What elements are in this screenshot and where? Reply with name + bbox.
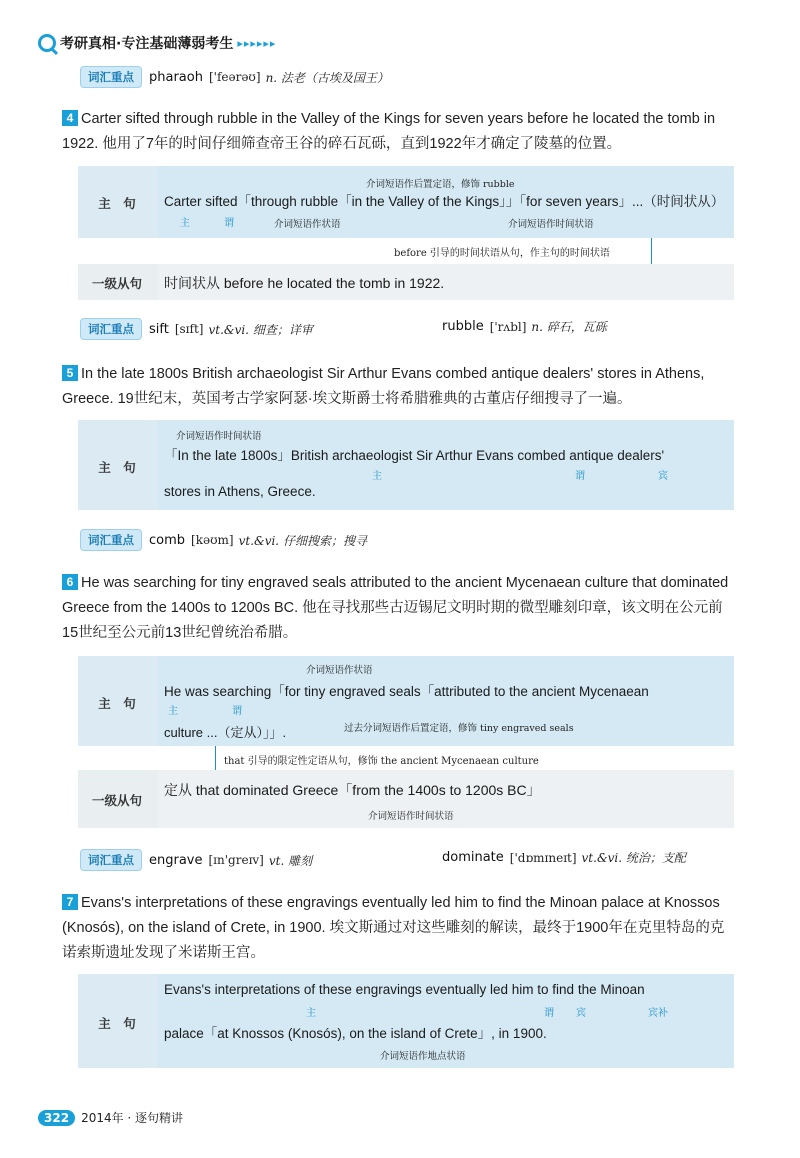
role-verb: 谓 — [544, 1008, 554, 1019]
vocab-definition: vt.&vi. 仔细搜索；搜寻 — [238, 533, 367, 548]
role-object: 宾 — [658, 471, 668, 482]
analysis-line: stores in Athens, Greece. — [164, 484, 316, 499]
header-title: 考研真相·专注基础薄弱考生 — [60, 36, 234, 52]
vocab-dominate — [442, 849, 686, 866]
analysis-main-7 — [78, 974, 734, 1068]
vocab-phonetic: [ɪn'greɪv] — [208, 853, 264, 867]
analysis-main-6 — [78, 656, 734, 746]
sentence-text: In the late 1800s British archaeologist Sir Arthur Evans combed antique dealers' stores in Athens, Greece. 19世纪末，英国考古学家阿瑟·埃文斯爵士将希腊雅典的古董店仔细搜寻了一遍。 — [62, 366, 705, 407]
vocab-engrave — [80, 849, 312, 871]
vocab-definition: n. 法老（古埃及国王） — [265, 70, 389, 85]
role-verb: 谓 — [575, 471, 585, 482]
annotation: 介词短语作时间状语 — [368, 811, 454, 822]
sub-clause-line: 时间状从 before he located the tomb in 1922. — [164, 275, 445, 291]
sentence-4 — [62, 107, 738, 157]
analysis-line: culture ...（定从）」」. — [164, 725, 287, 740]
sentence-6 — [62, 571, 738, 646]
analysis-main-4 — [78, 166, 734, 238]
analysis-line: Evans's interpretations of these engravings eventually led him to find the Minoan — [164, 982, 645, 997]
sentence-text: Evans's interpretations of these engravings eventually led him to find the Minoan palace at Knossos (Knosós), on the island of Crete, in 1900. 埃文斯通过对这些雕刻的解读，最终于1900年在克里特岛的克诺索斯遗址发现了米诺斯王宫。 — [62, 895, 725, 961]
label-sub-clause: 一级从句 — [91, 276, 142, 291]
role-subject: 主 — [372, 471, 382, 482]
vocab-comb — [80, 529, 367, 551]
connector-line — [651, 238, 652, 264]
search-logo-icon — [38, 34, 56, 52]
connector-line — [215, 746, 216, 770]
vocab-word: pharaoh — [149, 69, 203, 85]
vocab-phonetic: ['dɒmɪneɪt] — [509, 850, 577, 865]
vocab-tag: 词汇重点 — [80, 66, 142, 88]
label-main-clause: 主 句 — [98, 696, 136, 711]
vocab-definition: n. 碎石，瓦砾 — [531, 320, 607, 334]
analysis-line: He was searching「for tiny engraved seals「attributed to the ancient Mycenaean — [164, 684, 649, 699]
vocab-word: comb — [149, 532, 186, 548]
annotation: 过去分词短语作后置定语，修饰 tiny engraved seals — [344, 723, 574, 734]
vocab-tag: 词汇重点 — [80, 849, 142, 871]
vocab-phonetic: ['rʌbl] — [489, 319, 527, 334]
analysis-main-5 — [78, 420, 734, 510]
vocab-word: dominate — [442, 850, 504, 865]
sentence-5 — [62, 362, 738, 412]
annotation: 介词短语作时间状语 — [176, 431, 262, 442]
sentence-number: 4 — [62, 110, 78, 126]
sentence-7 — [62, 891, 738, 966]
connector-text: that 引导的限定性定语从句，修饰 the ancient Mycenaean culture — [224, 756, 539, 767]
analysis-line: 「In the late 1800s」British archaeologist Sir Arthur Evans combed antique dealers' — [164, 448, 665, 463]
header-arrows-icon: ▸▸▸▸▸▸ — [237, 36, 277, 50]
vocab-pharaoh — [80, 66, 389, 88]
vocab-rubble — [442, 318, 607, 335]
footer-text: 2014年 · 逐句精讲 — [81, 1111, 184, 1125]
label-main-clause: 主 句 — [98, 196, 136, 211]
sub-clause-line: 定从 that dominated Greece「from the 1400s to 1200s BC」 — [164, 782, 541, 798]
page-footer — [38, 1109, 183, 1126]
sentence-text: Carter sifted through rubble in the Valley of the Kings for seven years before he located the tomb in 1922. 他用了7年的时间仔细筛查帝王谷的碎石瓦砾，直到1922年才确定了陵墓的位置。 — [62, 111, 716, 152]
vocab-word: sift — [149, 321, 169, 337]
page-header — [38, 30, 276, 56]
sentence-number: 6 — [62, 574, 78, 590]
sentence-number: 7 — [62, 894, 78, 910]
annotation: 介词短语作状语 — [306, 665, 373, 676]
role-object-complement: 宾补 — [648, 1008, 668, 1019]
role-subject: 主 — [180, 218, 190, 229]
role-subject: 主 — [306, 1008, 316, 1019]
vocab-tag: 词汇重点 — [80, 529, 142, 551]
analysis-sub-4 — [78, 264, 734, 300]
vocab-definition: vt.&vi. 细查；详审 — [208, 322, 313, 337]
annotation: 介词短语作状语 — [274, 219, 341, 230]
role-verb: 谓 — [232, 706, 242, 717]
vocab-phonetic: [sɪft] — [174, 322, 204, 336]
analysis-sub-6 — [78, 770, 734, 828]
connector-text: before 引导的时间状语从句，作主句的时间状语 — [394, 248, 610, 259]
vocab-sift — [80, 318, 313, 340]
vocab-definition: vt.&vi. 统治；支配 — [581, 851, 686, 865]
vocab-word: engrave — [149, 852, 203, 868]
sentence-text: He was searching for tiny engraved seals attributed to the ancient Mycenaean culture that dominated Greece from the 1400s to 1200s BC. 他在寻找那些古迈锡尼文明时期的微型雕刻印章，该文明在公元前15世纪至公元前13世纪曾统治希腊。 — [62, 575, 729, 641]
annotation: 介词短语作时间状语 — [508, 219, 594, 230]
analysis-line: palace「at Knossos (Knosós), on the island of Crete」, in 1900. — [164, 1026, 547, 1041]
vocab-definition: vt. 雕刻 — [268, 853, 313, 868]
label-sub-clause: 一级从句 — [91, 793, 142, 808]
vocab-word: rubble — [442, 319, 484, 334]
vocab-phonetic: [kəʊm] — [191, 533, 234, 547]
role-subject: 主 — [168, 706, 178, 717]
role-verb: 谓 — [224, 218, 234, 229]
annotation: 介词短语作地点状语 — [380, 1051, 466, 1062]
vocab-tag: 词汇重点 — [80, 318, 142, 340]
role-object: 宾 — [576, 1008, 586, 1019]
analysis-line: Carter sifted「through rubble「in the Valley of the Kings」」「for seven years」...（时间状从） — [164, 194, 725, 209]
sentence-number: 5 — [62, 365, 78, 381]
page-number: 322 — [38, 1110, 75, 1126]
annotation: 介词短语作后置定语，修饰 rubble — [366, 179, 515, 190]
vocab-phonetic: ['feərəʊ] — [208, 70, 261, 84]
label-main-clause: 主 句 — [98, 460, 136, 475]
label-main-clause: 主 句 — [98, 1016, 136, 1031]
